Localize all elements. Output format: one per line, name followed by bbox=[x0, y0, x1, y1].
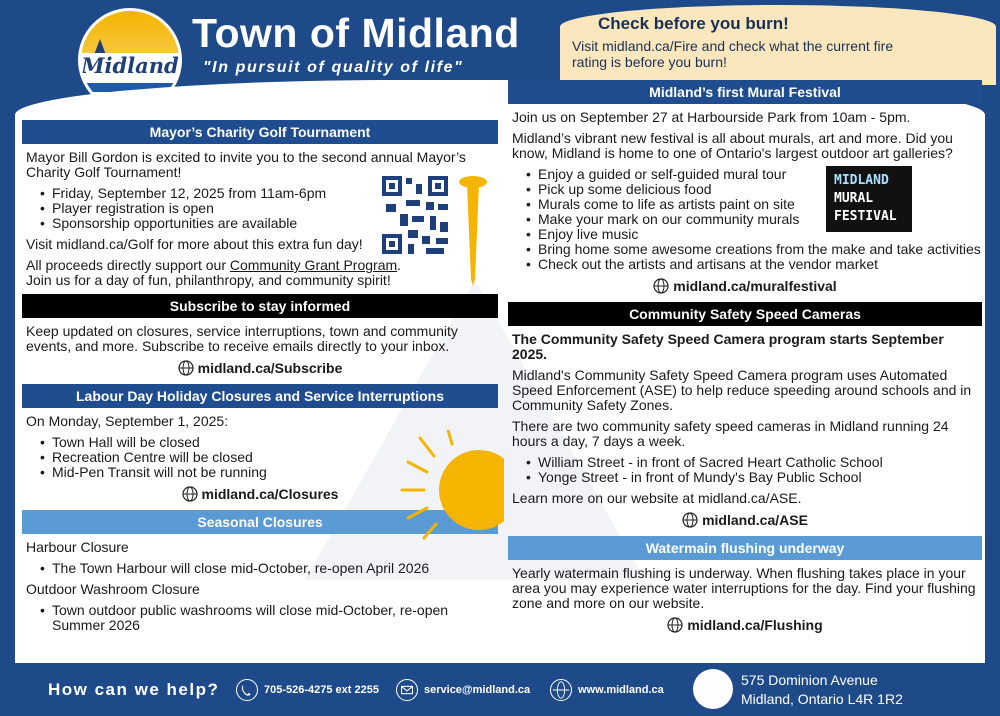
mural-heading: Midland’s first Mural Festival bbox=[508, 80, 982, 104]
list-item: • Make your mark on our community murals bbox=[526, 212, 982, 227]
page-footer bbox=[0, 663, 1000, 716]
list-item: • Check out the artists and artisans at the vendor market bbox=[526, 257, 982, 272]
golf-heading: Mayor’s Charity Golf Tournament bbox=[22, 120, 498, 144]
list-item: • Yonge Street - in front of Mundy's Bay Public School bbox=[526, 470, 982, 485]
list-item: • Enjoy a guided or self-guided mural tour bbox=[526, 167, 982, 182]
list-item: • The Town Harbour will close mid-October, re-open April 2026 bbox=[40, 561, 498, 576]
burn-notice-title: Check before you burn! bbox=[598, 14, 789, 33]
speed-cameras-learn: Learn more on our website at midland.ca/ASE. bbox=[512, 490, 802, 506]
subscribe-text: Keep updated on closures, service interruptions, town and community events, and more. Subscribe to receive emails directly to your inbox. bbox=[26, 323, 458, 354]
closures-link[interactable]: midland.ca/Closures bbox=[22, 486, 498, 502]
qr-code-icon[interactable] bbox=[382, 176, 448, 254]
flushing-link[interactable]: midland.ca/Flushing bbox=[508, 617, 982, 633]
washroom-closure-title: Outdoor Washroom Closure bbox=[26, 581, 200, 597]
email-icon bbox=[396, 679, 418, 701]
mural-list bbox=[526, 167, 982, 272]
list-item: • Town Hall will be closed bbox=[40, 435, 498, 450]
golf-intro: Mayor Bill Gordon is excited to invite you to the second annual Mayor’s Charity Golf Tournament! bbox=[26, 149, 466, 180]
speed-cameras-list bbox=[526, 455, 982, 485]
globe-icon bbox=[178, 360, 194, 376]
list-item: • Sponsorship opportunities are available bbox=[40, 216, 498, 231]
list-item: • Recreation Centre will be closed bbox=[40, 450, 498, 465]
seasonal-closures-heading: Seasonal Closures bbox=[22, 510, 498, 534]
list-item: • Player registration is open bbox=[40, 201, 498, 216]
list-item: • Bring home some awesome creations from the make and take activities bbox=[526, 242, 982, 257]
tagline: "In pursuit of quality of life" bbox=[203, 59, 464, 76]
list-item: • Enjoy live music bbox=[526, 227, 982, 242]
list-item: • Town outdoor public washrooms will close mid-October, re-open Summer 2026 bbox=[40, 603, 498, 633]
list-item: • Murals come to life as artists paint on site bbox=[526, 197, 982, 212]
website-contact[interactable]: www.midland.ca bbox=[550, 679, 664, 701]
ase-link[interactable]: midland.ca/ASE bbox=[508, 512, 982, 528]
page-title: Town of Midland bbox=[192, 10, 520, 56]
golf-visit: Visit midland.ca/Golf for more about this extra fun day! bbox=[26, 236, 363, 252]
mural-date: Join us on September 27 at Harbourside Park from 10am - 5pm. bbox=[512, 109, 911, 125]
speed-cameras-text: Midland's Community Safety Speed Camera program uses Automated Speed Enforcement (ASE) to help reduce speeding around schools and in Community Safety Zones. bbox=[512, 367, 972, 413]
burn-notice-text: Visit midland.ca/Fire and check what the current fire rating is before you burn! bbox=[572, 38, 894, 70]
watermain-text: Yearly watermain flushing is underway. When flushing takes place in your area you may experience water interruptions for the day. Find your flushing zone and more on our website. bbox=[512, 565, 976, 611]
list-item: • William Street - in front of Sacred Heart Catholic School bbox=[526, 455, 982, 470]
community-grant-link[interactable]: Community Grant Program bbox=[229, 257, 398, 273]
list-item: • Friday, September 12, 2025 from 11am-6pm bbox=[40, 186, 498, 201]
list-item: • Mid-Pen Transit will not be running bbox=[40, 465, 498, 480]
labour-day-intro: On Monday, September 1, 2025: bbox=[26, 413, 229, 429]
mural-festival-link[interactable]: midland.ca/muralfestival bbox=[508, 278, 982, 294]
globe-icon bbox=[550, 679, 572, 701]
mural-intro: Midland’s vibrant new festival is all about murals, art and more. Did you know, Midland is home to one of Ontario's largest outdoor art galleries? bbox=[512, 130, 953, 161]
list-item: • Pick up some delicious food bbox=[526, 182, 982, 197]
speed-cameras-heading: Community Safety Speed Cameras bbox=[508, 302, 982, 326]
right-column bbox=[508, 80, 982, 641]
speed-cameras-text-2: There are two community safety speed cameras in Midland running 24 hours a day, 7 days a week. bbox=[512, 418, 949, 449]
globe-icon bbox=[182, 486, 198, 502]
globe-icon bbox=[682, 512, 698, 528]
globe-icon bbox=[653, 278, 669, 294]
mural-festival-badge: MIDLAND MURAL FESTIVAL bbox=[826, 166, 912, 232]
watermain-heading: Watermain flushing underway bbox=[508, 536, 982, 560]
subscribe-heading: Subscribe to stay informed bbox=[22, 294, 498, 318]
left-column bbox=[22, 120, 498, 639]
speed-cameras-lead: The Community Safety Speed Camera program starts September 2025. bbox=[512, 331, 944, 362]
globe-icon bbox=[667, 617, 683, 633]
logo-wordmark: Midland bbox=[81, 53, 179, 78]
footer-logo bbox=[693, 669, 733, 709]
labour-day-heading: Labour Day Holiday Closures and Service Interruptions bbox=[22, 384, 498, 408]
email-contact[interactable]: service@midland.ca bbox=[396, 679, 530, 701]
help-heading: How can we help? bbox=[48, 680, 220, 699]
golf-proceeds: All proceeds directly support our Community Grant Program. Join us for a day of fun, philanthropy, and community spirit! bbox=[26, 257, 402, 288]
subscribe-link[interactable]: midland.ca/Subscribe bbox=[22, 360, 498, 376]
harbour-closure-title: Harbour Closure bbox=[26, 539, 129, 555]
phone-contact[interactable]: 705-526-4275 ext 2255 bbox=[236, 679, 379, 701]
address: 575 Dominion Avenue Midland, Ontario L4R 1R2 bbox=[741, 672, 903, 707]
sun-icon bbox=[394, 430, 504, 540]
golf-tee-icon bbox=[458, 174, 488, 286]
phone-icon bbox=[236, 679, 258, 701]
